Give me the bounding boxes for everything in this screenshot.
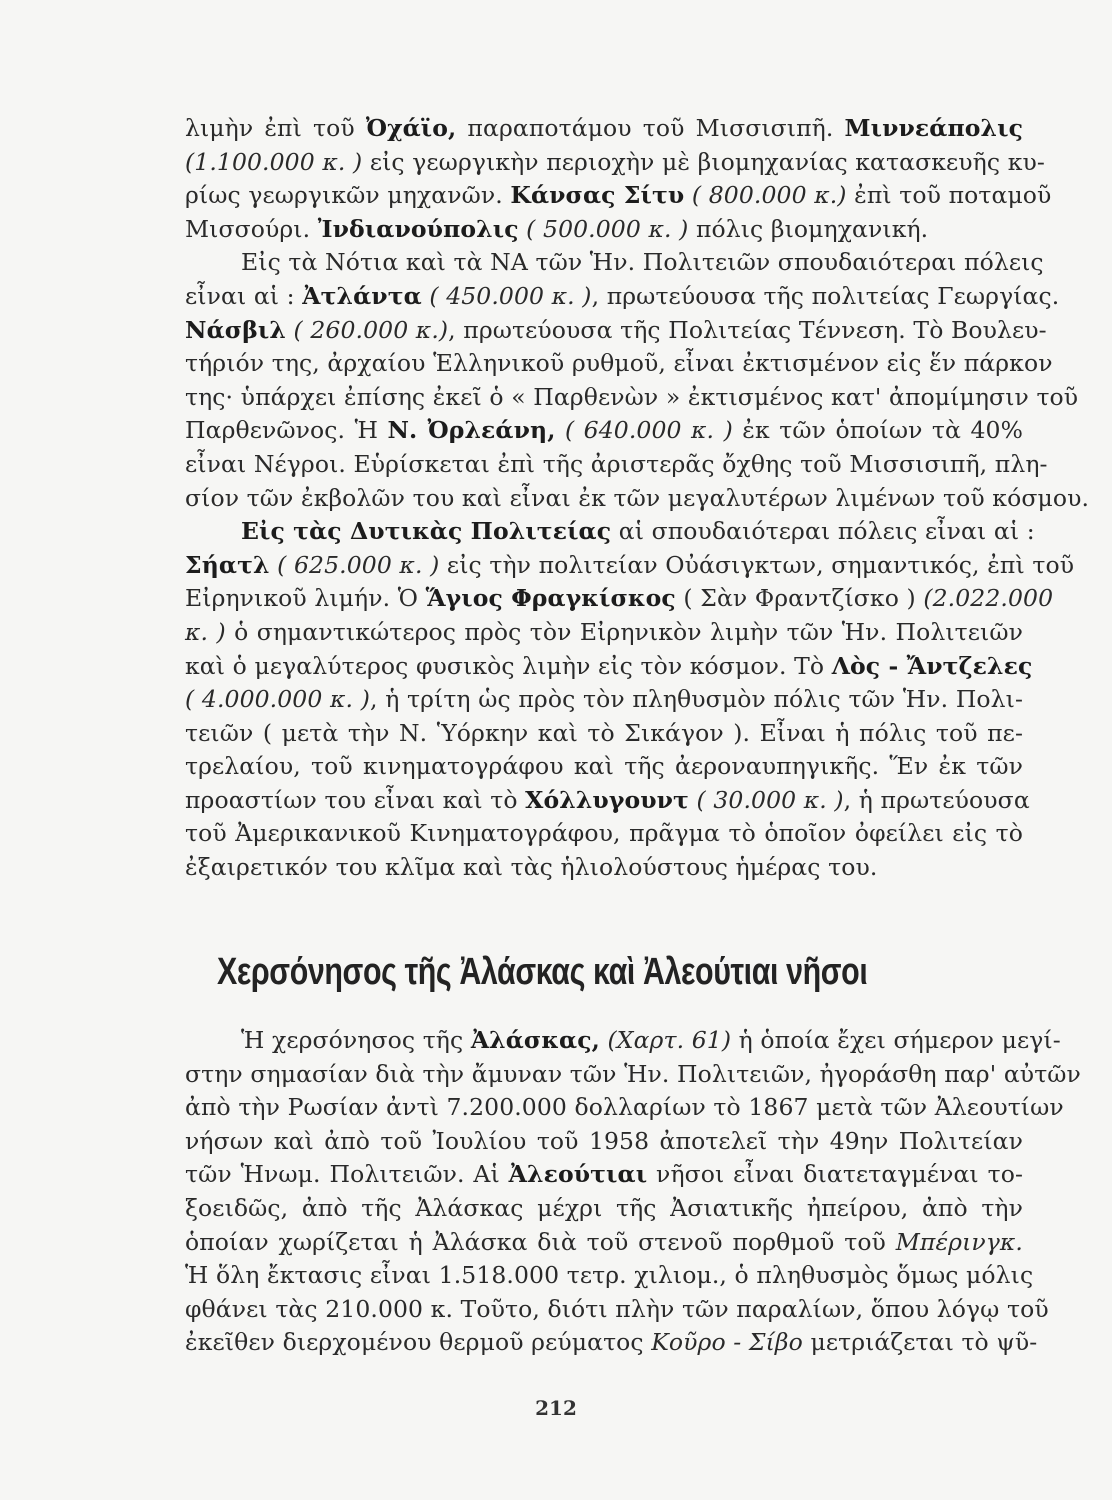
text-run: εἶναι αἱ : <box>185 281 303 310</box>
italic-figure: (2.022.000 <box>923 584 1054 613</box>
text-line <box>185 1226 1023 1260</box>
text-run: , ἡ πρωτεύουσα <box>843 785 1030 814</box>
text-run: ἡ ὁποία ἔχει σήμερον μεγί- <box>731 1026 1061 1054</box>
text-run: τειῶν ( μετὰ τὴν Ν. Ὑόρκην καὶ τὸ Σικάγον ). Εἶναι ἡ πόλις τοῦ πε- <box>185 718 1023 747</box>
bold-term: Ν. Ὀρλεάνη, <box>387 416 556 445</box>
bold-term: Κάνσας Σίτυ <box>510 181 685 210</box>
text-run: τρελαίου, τοῦ κινηματογράφου καὶ τῆς ἀεροναυπηγικῆς. Ἕν ἐκ τῶν <box>185 752 1023 781</box>
bold-term: Εἰς τὰς Δυτικὰς Πολιτείας <box>241 517 612 546</box>
text-run: Ἡ ὅλη ἔκτασις εἶναι 1.518.000 τετρ. χιλιομ., ὁ πληθυσμὸς ὅμως μόλις <box>185 1261 1034 1290</box>
page-number: 212 <box>535 1396 577 1420</box>
text-line <box>185 1326 1038 1360</box>
text-line <box>185 1259 1034 1293</box>
text-line <box>185 1125 1023 1159</box>
text-line <box>185 112 1023 146</box>
text-line <box>185 1091 1064 1125</box>
text-line <box>185 717 1023 751</box>
text-run: ἐπὶ τοῦ ποταμοῦ <box>846 181 1052 210</box>
text-line <box>185 616 1023 650</box>
italic-figure: ( 800.000 κ.) <box>684 181 847 210</box>
text-line <box>185 314 1047 348</box>
text-line <box>185 683 1023 717</box>
italic-figure: ( 260.000 κ.) <box>285 315 449 344</box>
text-line <box>185 650 1033 684</box>
text-run: τῶν Ἡνωμ. Πολιτειῶν. Αἱ <box>185 1160 509 1189</box>
text-line <box>185 179 1052 213</box>
text-run: μετριάζεται τὸ ψῦ- <box>802 1328 1038 1357</box>
text-line <box>185 381 1079 415</box>
text-line <box>185 549 1075 583</box>
text-run: σίον τῶν ἐκβολῶν του καὶ εἶναι ἐκ τῶν μεγαλυτέρων λιμένων τοῦ κόσμου. <box>185 483 1090 512</box>
text-run: Εἰρηνικοῦ λιμήν. Ὁ <box>185 584 426 613</box>
text-run: λιμὴν ἐπὶ τοῦ <box>185 114 366 142</box>
italic-figure: ( 30.000 κ. ) <box>688 785 844 814</box>
text-line <box>185 146 1045 180</box>
italic-figure: κ. ) <box>185 617 226 646</box>
bold-term: Χόλλυγουντ <box>525 785 689 814</box>
italic-figure: (1.100.000 κ. ) <box>185 147 363 176</box>
text-run: Ἡ χερσόνησος τῆς <box>241 1026 471 1054</box>
italic-figure: ( 500.000 κ. ) <box>518 214 689 243</box>
text-run: στην σημασίαν διὰ τὴν ἄμυναν τῶν Ἡν. Πολιτειῶν, ἠγοράσθη παρ' αὐτῶν <box>185 1059 1081 1088</box>
text-run: ἀπὸ τὴν Ρωσίαν ἀντὶ 7.200.000 δολλαρίων τὸ 1867 μετὰ τῶν Ἀλεουτίων <box>185 1093 1064 1122</box>
text-run: εἰς τὴν πολιτείαν Οὐάσιγκτων, σημαντικός, ἐπὶ τοῦ <box>439 550 1075 579</box>
text-run: παραποτάμου τοῦ Μισσισιπῆ. <box>456 114 845 142</box>
text-line <box>185 1192 1023 1226</box>
italic-figure: ( 625.000 κ. ) <box>269 550 440 579</box>
text-line <box>185 1058 1081 1092</box>
text-line <box>185 1158 1023 1192</box>
bold-term: Ἀτλάντα <box>302 281 422 310</box>
bold-term: Ὀχάϊο, <box>365 114 457 142</box>
text-line <box>185 750 1023 784</box>
bold-term: Νάσβιλ <box>185 315 286 344</box>
text-run: της· ὑπάρχει ἐπίσης ἐκεῖ ὁ « Παρθενὼν » ἐκτισμένος κατ' ἀπομίμησιν τοῦ <box>185 382 1079 411</box>
text-run: καὶ ὁ μεγαλύτερος φυσικὸς λιμὴν εἰς τὸν κόσμον. Τὸ <box>185 651 832 680</box>
text-line <box>185 1024 1061 1058</box>
text-line <box>185 414 1023 448</box>
paragraph-block-alaska <box>185 1024 1081 1360</box>
text-run: ἐκεῖθεν διερχομένου θερμοῦ ρεύματος <box>185 1328 652 1357</box>
text-line <box>185 213 1023 247</box>
bold-term: Ἀλάσκας, <box>470 1026 600 1054</box>
text-line <box>185 851 1023 885</box>
text-line <box>185 482 1090 516</box>
bold-term: Ἰνδιανούπολις <box>317 214 519 243</box>
text-run: πόλις βιομηχανική. <box>688 214 929 243</box>
text-run: τοῦ Ἀμερικανικοῦ Κινηματογράφου, πρᾶγμα τὸ ὁποῖον ὀφείλει εἰς τὸ <box>185 819 1023 848</box>
text-run: ξοειδῶς, ἀπὸ τῆς Ἀλάσκας μέχρι τῆς Ἀσιατικῆς ἠπείρου, ἀπὸ τὴν <box>185 1193 1023 1222</box>
text-run: νήσων καὶ ἀπὸ τοῦ Ἰουλίου τοῦ 1958 ἀποτελεῖ τὴν 49ην Πολιτείαν <box>185 1126 1023 1155</box>
text-line <box>185 1293 1049 1327</box>
text-run: ὁ σημαντικώτερος πρὸς τὸν Εἰρηνικὸν λιμὴν τῶν Ἡν. Πολιτειῶν <box>225 617 1023 646</box>
text-run: ( Σὰν Φραντζίσκο ) <box>675 584 924 613</box>
text-run: τήριόν της, ἀρχαίου Ἑλληνικοῦ ρυθμοῦ, εἶναι ἐκτισμένον εἰς ἕν πάρκον <box>185 349 1053 378</box>
italic-figure: (Χαρτ. 61) <box>599 1026 732 1054</box>
bold-term: Ἀλεούτιαι <box>508 1160 648 1189</box>
bold-term: Σήατλ <box>185 550 270 579</box>
text-run: εἰς γεωργικὴν περιοχὴν μὲ βιομηχανίας κατασκευῆς κυ- <box>362 147 1045 176</box>
text-run: , πρωτεύουσα τῆς Πολιτείας Τέννεση. Τὸ Βουλευ- <box>448 315 1047 344</box>
text-run: ἐκ τῶν ὁποίων τὰ 40% <box>732 416 1023 445</box>
italic-figure: Μπέρινγκ. <box>895 1227 1023 1256</box>
text-run: ὁποίαν χωρίζεται ἡ Ἀλάσκα διὰ τοῦ στενοῦ πορθμοῦ τοῦ <box>185 1227 896 1256</box>
italic-figure: ( 4.000.000 κ. ) <box>185 685 370 714</box>
bold-term: Μιννεάπολις <box>844 114 1024 142</box>
italic-figure: Κοῦρο - Σίβο <box>651 1328 803 1357</box>
text-line <box>185 784 1030 818</box>
text-line <box>185 817 1023 851</box>
text-run: ἐξαιρετικόν του κλῖμα καὶ τὰς ἡλιολούστους ἡμέρας του. <box>185 853 878 882</box>
text-line <box>185 515 1035 549</box>
text-line <box>185 347 1053 381</box>
text-line <box>185 280 1060 314</box>
bold-term: Ἅγιος Φραγκίσκος <box>425 584 676 613</box>
text-run: προαστίων του εἶναι καὶ τὸ <box>185 785 526 814</box>
text-run: φθάνει τὰς 210.000 κ. Τοῦτο, διότι πλὴν τῶν παραλίων, ὅπου λόγῳ τοῦ <box>185 1294 1049 1323</box>
text-line <box>185 582 1054 616</box>
text-run: , ἡ τρίτη ὡς πρὸς τὸν πληθυσμὸν πόλις τῶν Ἡν. Πολι- <box>370 685 1024 714</box>
section-heading: Χερσόνησος τῆς Ἀλάσκας καὶ Ἀλεούτιαι νῆσοι <box>217 951 868 993</box>
text-run: ρίως γεωργικῶν μηχανῶν. <box>185 181 511 210</box>
text-line <box>185 246 1044 280</box>
text-run: Μισσούρι. <box>185 214 318 243</box>
text-run: εἶναι Νέγροι. Εὑρίσκεται ἐπὶ τῆς ἀριστερᾶς ὄχθης τοῦ Μισσισιπῆ, πλη- <box>185 449 1048 478</box>
italic-figure: ( 640.000 κ. ) <box>555 416 733 445</box>
paragraph-block-cities <box>185 112 1090 885</box>
bold-term: Λὸς - Ἄντζελες <box>831 651 1033 680</box>
text-run: , πρωτεύουσα τῆς πολιτείας Γεωργίας. <box>591 281 1060 310</box>
text-run: Παρθενῶνος. Ἡ <box>185 416 388 445</box>
italic-figure: ( 450.000 κ. ) <box>421 281 592 310</box>
text-run: Εἰς τὰ Νότια καὶ τὰ ΝΑ τῶν Ἡν. Πολιτειῶν σπουδαιότεραι πόλεις <box>241 248 1044 277</box>
text-run: νῆσοι εἶναι διατεταγμέναι το- <box>647 1160 1024 1189</box>
text-line <box>185 448 1048 482</box>
text-run: αἱ σπουδαιότεραι πόλεις εἶναι αἱ : <box>611 517 1035 546</box>
